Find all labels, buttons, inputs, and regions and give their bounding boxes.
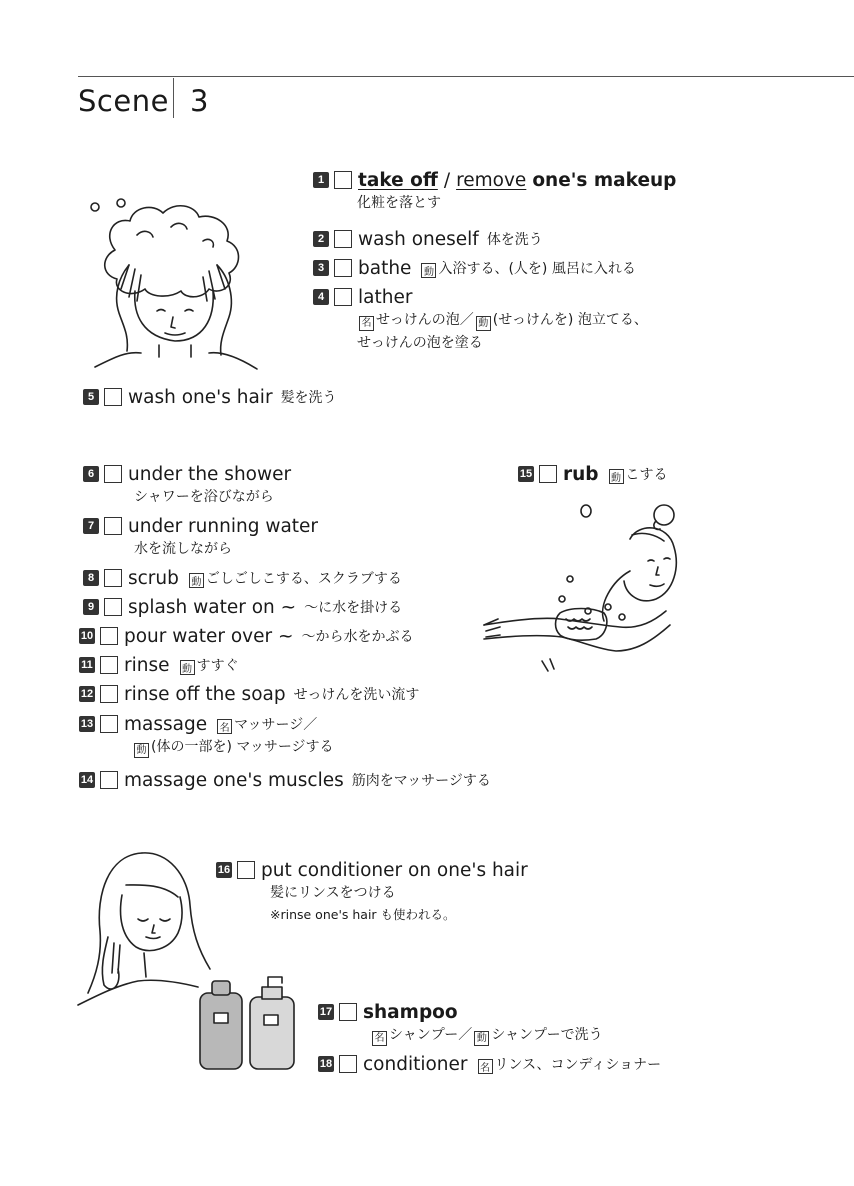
entry-number: 13 [80, 718, 94, 730]
entry-translation-verb: (せっけんを) 泡立てる、 [492, 312, 648, 328]
verb-badge: 動 [476, 316, 491, 331]
entry-term-makeup: one's makeup [532, 169, 677, 191]
entry-term: scrub [128, 567, 179, 589]
entry-translation-cont: せっけんの泡を塗る [357, 335, 483, 351]
checkbox[interactable] [334, 230, 352, 248]
entry-term: pour water over ~ [124, 625, 294, 647]
checkbox[interactable] [100, 771, 118, 789]
entry-13 [79, 712, 334, 759]
entry-10 [79, 624, 414, 648]
checkbox[interactable] [104, 517, 122, 535]
checkbox[interactable] [334, 171, 352, 189]
entry-translation: シャワーを浴びながら [134, 489, 274, 505]
entry-11 [79, 653, 239, 677]
entry-translation: 体を洗う [486, 232, 543, 248]
checkbox[interactable] [339, 1003, 357, 1021]
entry-term: put conditioner on one's hair [261, 859, 528, 881]
entry-2 [313, 227, 543, 251]
checkbox[interactable] [104, 465, 122, 483]
entry-term: bathe [358, 257, 412, 279]
entry-translation: こする [625, 467, 668, 483]
checkbox[interactable] [100, 685, 118, 703]
entry-18 [318, 1052, 661, 1076]
entry-number: 12 [80, 688, 94, 700]
entry-term: lather [358, 286, 413, 308]
entry-number: 15 [519, 468, 533, 480]
checkbox[interactable] [104, 598, 122, 616]
rubbing-arm-illustration [480, 495, 680, 675]
entry-term: rinse [124, 654, 170, 676]
entry-number: 3 [313, 260, 329, 276]
entry-translation: 〜に水を掛ける [304, 600, 403, 616]
entry-number: 17 [319, 1006, 333, 1018]
entry-9 [83, 595, 402, 619]
checkbox[interactable] [100, 715, 118, 733]
scene-title: Scene [78, 84, 169, 118]
checkbox[interactable] [539, 465, 557, 483]
entry-translation: 水を流しながら [134, 541, 232, 557]
entry-note: ※rinse one's hair も使われる。 [270, 907, 456, 922]
checkbox[interactable] [339, 1055, 357, 1073]
slash: / [443, 169, 451, 191]
checkbox[interactable] [104, 569, 122, 587]
entry-number: 4 [313, 289, 329, 305]
entry-7 [83, 514, 318, 561]
entry-number: 11 [79, 657, 95, 673]
checkbox[interactable] [104, 388, 122, 406]
checkbox[interactable] [237, 861, 255, 879]
checkbox[interactable] [334, 259, 352, 277]
entry-term: rinse off the soap [124, 683, 286, 705]
entry-16 [216, 858, 528, 925]
noun-badge: 名 [217, 719, 232, 734]
entry-number: 2 [313, 231, 329, 247]
entry-term: splash water on ~ [128, 596, 297, 618]
checkbox[interactable] [334, 288, 352, 306]
entry-17 [318, 1000, 603, 1047]
entry-number: 10 [80, 630, 94, 642]
entry-12 [79, 682, 419, 706]
entry-translation: 化粧を落とす [357, 195, 441, 211]
entry-term: massage [124, 713, 208, 735]
entry-term: shampoo [363, 1001, 458, 1023]
entry-3 [313, 256, 636, 280]
entry-translation: 髪を洗う [280, 390, 337, 406]
entry-term-remove: remove [456, 169, 527, 191]
entry-translation: 筋肉をマッサージする [351, 773, 491, 789]
entry-number: 14 [80, 774, 94, 786]
verb-badge: 動 [189, 573, 204, 588]
entry-5 [83, 385, 337, 409]
entry-translation: 〜から水をかぶる [301, 629, 414, 645]
entry-number: 7 [83, 518, 99, 534]
verb-badge: 動 [180, 660, 195, 675]
entry-term: conditioner [363, 1053, 468, 1075]
washing-hair-illustration [85, 195, 265, 375]
entry-number: 1 [313, 172, 329, 188]
entry-translation: リンス、コンディショナー [494, 1057, 662, 1073]
entry-translation: 入浴する、(人を) 風呂に入れる [438, 261, 636, 277]
scene-divider [173, 78, 174, 118]
header-rule [78, 76, 854, 77]
verb-badge: 動 [609, 469, 624, 484]
entry-number: 16 [217, 864, 231, 876]
entry-translation: ごしごしこする、スクラブする [205, 571, 402, 587]
entry-6 [83, 462, 291, 509]
entry-number: 8 [83, 570, 99, 586]
entry-translation-noun: マッサージ／ [234, 717, 318, 733]
entry-term: under the shower [128, 463, 292, 485]
entry-number: 18 [319, 1058, 333, 1070]
entry-translation: 髪にリンスをつける [270, 885, 396, 901]
entry-term: massage one's muscles [124, 769, 344, 791]
entry-4 [313, 285, 648, 355]
verb-badge: 動 [474, 1031, 489, 1046]
entry-translation: せっけんを洗い流す [293, 687, 420, 703]
entry-term: rub [563, 463, 599, 485]
entry-term: wash one's hair [128, 386, 273, 408]
entry-translation-verb: シャンプーで洗う [491, 1027, 603, 1043]
entry-term-take-off: take off [358, 169, 438, 191]
noun-badge: 名 [359, 316, 374, 331]
noun-badge: 名 [478, 1059, 493, 1074]
entry-number: 6 [83, 466, 99, 482]
verb-badge: 動 [134, 743, 149, 758]
entry-15 [518, 462, 668, 486]
entry-translation: すすぐ [196, 658, 239, 674]
entry-term: wash oneself [358, 228, 479, 250]
checkbox[interactable] [100, 627, 118, 645]
entry-translation-noun: シャンプー／ [389, 1027, 473, 1043]
verb-badge: 動 [421, 263, 436, 278]
entry-8 [83, 566, 402, 590]
entry-translation-verb: (体の一部を) マッサージする [151, 739, 334, 755]
entry-term: under running water [128, 515, 319, 537]
entry-translation-noun: せっけんの泡／ [376, 312, 474, 328]
entry-number: 5 [83, 389, 99, 405]
noun-badge: 名 [372, 1031, 387, 1046]
scene-number: 3 [190, 84, 209, 118]
entry-14 [79, 768, 491, 792]
entry-1 [313, 168, 676, 215]
entry-number: 9 [83, 599, 99, 615]
checkbox[interactable] [100, 656, 118, 674]
